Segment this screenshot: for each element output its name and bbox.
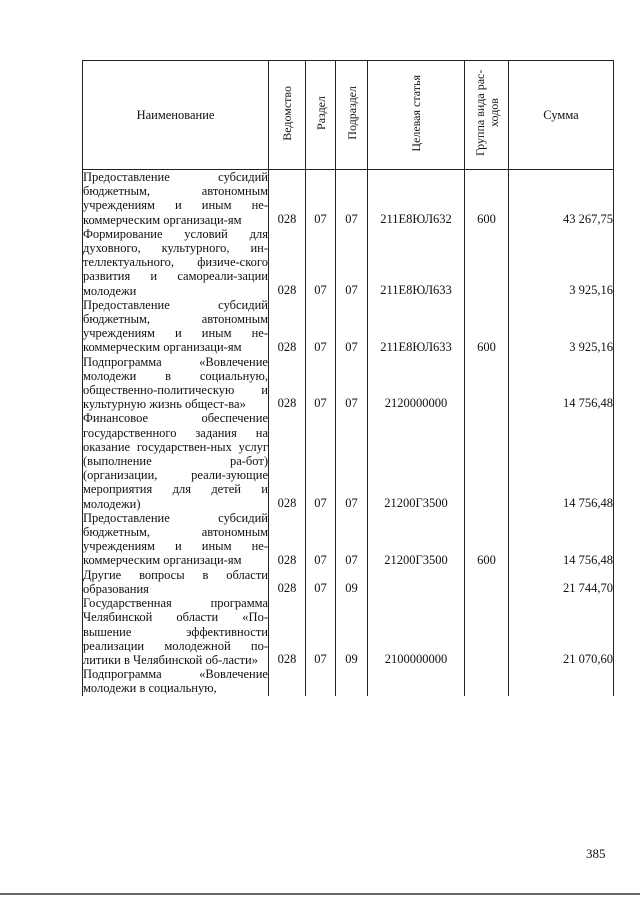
- row-subsection: 07: [336, 170, 368, 227]
- row-section: 07: [306, 298, 336, 355]
- header-section: Раздел: [306, 61, 336, 170]
- row-target-item: 21200Г3500: [368, 411, 465, 510]
- row-sum: 3 925,16: [509, 298, 614, 355]
- table-row: [83, 568, 614, 596]
- row-expense-group: [465, 667, 509, 695]
- row-section: [306, 667, 336, 695]
- row-expense-group: 600: [465, 170, 509, 227]
- row-name: Подпрограмма «Вовлечение молодежи в социальную, общественно-политическую и культурную жизнь общест-ва»: [83, 354, 268, 412]
- row-name: Другие вопросы в области образования: [83, 567, 268, 596]
- row-expense-group: 600: [465, 298, 509, 355]
- header-expense-group: Группа вида рас-ходов: [465, 61, 509, 170]
- row-target-item: 2120000000: [368, 355, 465, 412]
- table-row: [83, 596, 614, 667]
- row-target-item: [368, 568, 465, 596]
- row-name: Формирование условий для духовного, культурного, ин-теллектуального, физиче-ского развития и самореали-зации молодежи: [83, 226, 268, 298]
- row-target-item: 2100000000: [368, 596, 465, 667]
- row-sum: 14 756,48: [509, 355, 614, 412]
- row-section: 07: [306, 411, 336, 510]
- row-expense-group: [465, 227, 509, 298]
- row-target-item: 21200Г3500: [368, 511, 465, 568]
- row-target-item: 211Е8ЮЛ633: [368, 298, 465, 355]
- page-number: 385: [586, 846, 606, 861]
- header-subsection: Подраздел: [336, 61, 368, 170]
- table-row: [83, 298, 614, 355]
- row-name: Предоставление субсидий бюджетным, автономным учреждениям и иным не-коммерческим организаци-ям: [83, 510, 268, 568]
- row-section: 07: [306, 596, 336, 667]
- table-row: [83, 170, 614, 227]
- row-sum: 43 267,75: [509, 170, 614, 227]
- row-sum: 3 925,16: [509, 227, 614, 298]
- row-subsection: 07: [336, 227, 368, 298]
- row-subsection: 09: [336, 596, 368, 667]
- row-department: 028: [269, 355, 306, 412]
- row-subsection: 09: [336, 568, 368, 596]
- table-row: [83, 511, 614, 568]
- table-header-row: [83, 61, 614, 170]
- row-section: 07: [306, 170, 336, 227]
- row-department: 028: [269, 568, 306, 596]
- row-expense-group: [465, 596, 509, 667]
- table-row: [83, 667, 614, 695]
- page-bottom-rule: [0, 893, 640, 895]
- row-section: 07: [306, 568, 336, 596]
- row-target-item: 211Е8ЮЛ633: [368, 227, 465, 298]
- row-sum: 21 070,60: [509, 596, 614, 667]
- row-expense-group: [465, 355, 509, 412]
- row-sum: 14 756,48: [509, 411, 614, 510]
- table-row: [83, 355, 614, 412]
- row-target-item: 211Е8ЮЛ632: [368, 170, 465, 227]
- row-target-item: [368, 667, 465, 695]
- table-row: [83, 227, 614, 298]
- header-target-item: Целевая статья: [368, 61, 465, 170]
- row-name: Финансовое обеспечение государственного задания на оказание государствен-ных услуг (выполнение ра-бот) (организации, реали-зующие мероприятия для детей и молодежи): [83, 411, 268, 511]
- row-department: 028: [269, 596, 306, 667]
- row-name: Подпрограмма «Вовлечение молодежи в социальную,: [83, 667, 268, 696]
- header-sum: Сумма: [509, 61, 614, 170]
- row-department: [269, 667, 306, 695]
- row-expense-group: [465, 411, 509, 510]
- row-name: Предоставление субсидий бюджетным, автономным учреждениям и иным не-коммерческим организаци-ям: [83, 297, 268, 355]
- row-name: Предоставление субсидий бюджетным, автономным учреждениям и иным не-коммерческим организаци-ям: [83, 170, 268, 227]
- row-subsection: 07: [336, 298, 368, 355]
- row-department: 028: [269, 227, 306, 298]
- row-subsection: 07: [336, 411, 368, 510]
- table-row: [83, 411, 614, 510]
- row-department: 028: [269, 511, 306, 568]
- row-sum: 21 744,70: [509, 568, 614, 596]
- row-expense-group: [465, 568, 509, 596]
- row-section: 07: [306, 355, 336, 412]
- row-department: 028: [269, 298, 306, 355]
- header-department: Ведомство: [269, 61, 306, 170]
- row-subsection: 07: [336, 355, 368, 412]
- row-sum: [509, 667, 614, 695]
- row-department: 028: [269, 411, 306, 510]
- row-subsection: [336, 667, 368, 695]
- row-sum: 14 756,48: [509, 511, 614, 568]
- row-subsection: 07: [336, 511, 368, 568]
- row-department: 028: [269, 170, 306, 227]
- budget-table: [82, 60, 614, 696]
- row-expense-group: 600: [465, 511, 509, 568]
- row-name: Государственная программа Челябинской области «По-вышение эффективности реализации молодежной по-литики в Челябинской об-ласти»: [83, 596, 268, 667]
- row-section: 07: [306, 227, 336, 298]
- header-name: Наименование: [83, 61, 269, 170]
- row-section: 07: [306, 511, 336, 568]
